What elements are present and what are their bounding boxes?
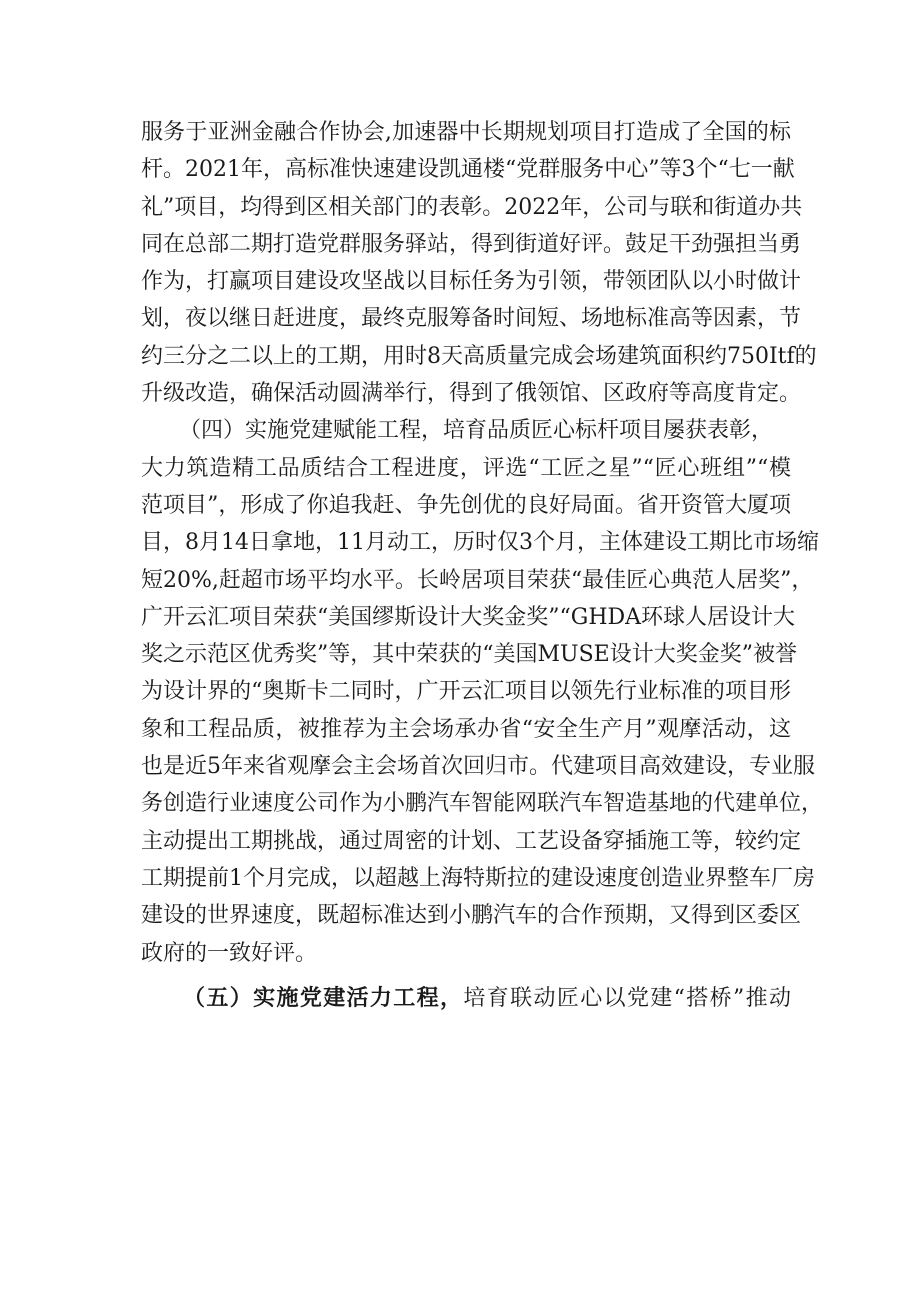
paragraph-3 xyxy=(141,980,791,1017)
paragraph-2 xyxy=(141,412,824,971)
text-line: 范项目”，形成了你追我赶、争先创优的良好局面。省开资管大厦项 xyxy=(141,492,791,518)
section-heading: （五）实施党建活力工程， xyxy=(183,984,464,1011)
text-line: 划，夜以继日赶进度，最终克服筹备时间短、场地标准高等因素，节 xyxy=(141,306,802,332)
text-line: 也是近5年来省观摩会主会场首次回归市。代建项目高效建设，专业服 xyxy=(141,754,815,780)
text-line: 杆。2021年，高标准快速建设凯通楼“党群服务中心”等3个“七一献 xyxy=(141,157,795,183)
text-line: 象和工程品质，被推荐为主会场承办省“安全生产月”观摩活动，这 xyxy=(141,716,791,742)
text-line: 工期提前1个月完成，以超越上海特斯拉的建设速度创造业界整车厂房 xyxy=(141,865,815,891)
text-line: 广开云汇项目荣获“美国缪斯设计大奖金奖”“GHDA环球人居设计大 xyxy=(141,604,796,630)
text-line: 务创造行业速度公司作为小鹏汽车智能网联汽车智造基地的代建单位， xyxy=(141,791,824,817)
text-line: 大力筑造精工品质结合工程进度，评选“工匠之星”“匠心班组”“模 xyxy=(141,455,791,481)
document-body xyxy=(141,114,824,1017)
text-line: 服务于亚洲金融合作协会,加速器中长期规划项目打造成了全国的标 xyxy=(141,120,791,145)
section-heading-rest: 培育联动匠心以党建“搭桥”推动 xyxy=(463,985,791,1011)
text-line: 礼”项目，均得到区相关部门的表彰。2022年，公司与联和街道办共 xyxy=(141,194,803,220)
text-line: 作为，打赢项目建设攻坚战以目标任务为引领，带领团队以小时做计 xyxy=(141,269,802,295)
text-line: 奖之示范区优秀奖”等，其中荣获的“美国MUSE设计大奖金奖”被誉 xyxy=(141,642,797,668)
text-line: 目，8月14日拿地，11月动工，历时仅3个月，主体建设工期比市场缩 xyxy=(141,530,819,556)
text-line: 约三分之二以上的工期，用时8天高质量完成会场建筑面积约750Itf的 xyxy=(141,343,817,369)
text-line: 建设的世界速度，既超标准达到小鹏汽车的合作预期，又得到区委区 xyxy=(141,903,802,929)
text-line: 同在总部二期打造党群服务驿站，得到街道好评。鼓足干劲强担当勇 xyxy=(141,231,802,257)
text-line: （四）实施党建赋能工程，培育品质匠心标杆项目屡获表彰， xyxy=(179,418,774,444)
text-line: 政府的一致好评。 xyxy=(141,940,318,966)
text-line: 为设计界的“奥斯卡二同时，广开云汇项目以领先行业标准的项目形 xyxy=(141,679,791,705)
text-line: 短20%,赶超市场平均水平。长岭居项目荣获“最佳匠心典范人居奖”， xyxy=(141,567,814,593)
text-line xyxy=(141,980,791,1017)
paragraph-1 xyxy=(141,114,817,412)
text-line: 主动提出工期挑战，通过周密的计划、工艺设备穿插施工等，较约定 xyxy=(141,828,802,854)
text-line: 升级改造，确保活动圆满举行，得到了俄领馆、区政府等高度肯定。 xyxy=(141,381,802,407)
